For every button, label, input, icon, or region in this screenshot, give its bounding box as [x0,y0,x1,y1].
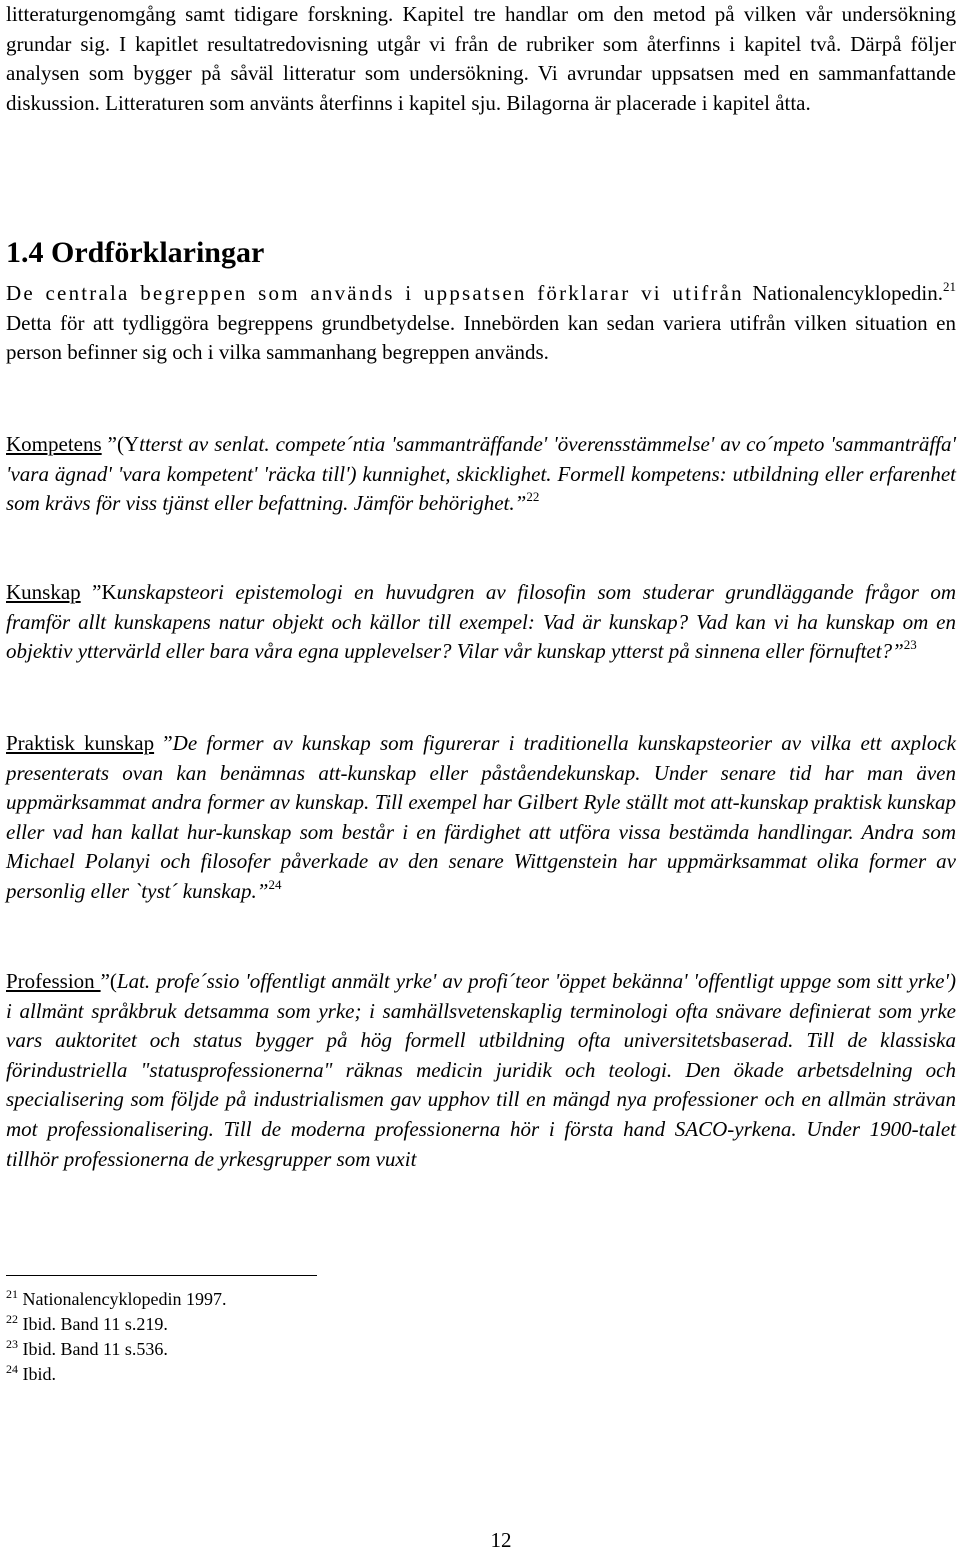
footnote-number: 24 [6,1362,18,1376]
footnote-text: Ibid. Band 11 s.219. [18,1314,168,1334]
footnote-number: 23 [6,1337,18,1351]
definition-lead: ”( [100,969,117,993]
page-number: 12 [490,1528,512,1552]
section-intro-rest: Detta för att tydliggöra begreppens grundbetydelse. Innebörden kan sedan variera utifrån vilken situation en person befinner sig och i vilka sammanhang begreppen används. [6,310,956,365]
footnote-number: 21 [6,1287,18,1301]
definition-kompetens [6,430,956,519]
definition-body: unskapsteori epistemologi en huvudgren av filosofin som studerar grundläggande frågor om framför allt kunskapens natur objekt och källor till exempel: Vad är kunskap? Vad kan vi ha kunskap om en objektiv yttervärld eller bara våra egna upplevelser? Vilar vår kunskap ytterst på sinnena eller förnuftet?” [6,580,956,664]
definition-lead: ”(Y [101,432,140,456]
footnote-21 [6,1287,226,1312]
definition-body: De former av kunskap som figurerar i traditionella kunskapsteorier av vilka ett axplock presenterats ovan kan benämnas att-kunskap eller påståendekunskap. Under senare tid har man även uppmärksammat andra former av kunskap. Till exempel har Gilbert Ryle ställt mot att-kunskap praktisk kunskap eller vad han kallat hur-kunskap som består i en färdighet att utföra vissa bestämda handlingar. Andra som Michael Polanyi och filosofer påverkade av den senare Wittgenstein har uppmärksammat olika former av personlig eller `tyst´ kunskap.” [6,731,956,903]
definition-lead: ” [154,731,173,755]
definition-term: Praktisk kunskap [6,731,155,755]
footnote-23 [6,1337,226,1362]
section-intro-paragraph [6,279,956,368]
footnote-text: Ibid. [18,1364,56,1384]
footnotes [6,1287,226,1387]
footnote-ref-23[interactable]: 23 [903,637,917,653]
definition-term: Kompetens [6,432,102,456]
footnote-22 [6,1312,226,1337]
footnote-number: 22 [6,1312,18,1326]
definition-kunskap [6,578,956,667]
section-heading: 1.4 Ordförklaringar [6,236,265,269]
footnote-ref-22[interactable]: 22 [526,489,540,505]
definition-lead: ”K [80,580,117,604]
definition-body: Lat. profe´ssio 'offentligt anmält yrke' av profi´teor 'öppet bekänna' 'offentligt uppge som sitt yrke') i allmänt språkbruk detsamma som yrke; i samhällsvetenskaplig terminologi ofta snävare definierat som yrke vars auktoritet och status bygger på hög formell utbildning ofta universitetsbaserad. Till de klassiska förindustriella "statusprofessionerna" räknas medicin juridik och teologi. Den ökade arbetsdelning och specialisering som följde på industrialismen gav upphov till en mängd nya professioner och en allmän strävan mot professionalisering. Till de moderna professionerna hör i första hand SACO-yrkena. Under 1900-talet tillhör professionerna de yrkesgrupper som vuxit [6,969,956,1171]
footnote-24 [6,1362,226,1387]
section-intro-source: Nationalencyklopedin. [752,281,944,305]
definition-praktisk-kunskap [6,729,956,907]
footnote-text: Nationalencyklopedin 1997. [18,1289,227,1309]
intro-paragraph: litteraturgenomgång samt tidigare forskning. Kapitel tre handlar om den metod på vilken vår undersökning grundar sig. I kapitlet resultatredovisning utgår vi från de rubriker som återfinns i kapitel två. Därpå följer analysen som bygger på såväl litteratur som undersökning. Vi avrundar uppsatsen med en sammanfattande diskussion. Litteraturen som använts återfinns i kapitel sju. Bilagorna är placerade i kapitel åtta. [6,2,956,115]
definition-term: Profession [6,969,101,993]
definition-term: Kunskap [6,580,81,604]
footnote-ref-21[interactable]: 21 [943,279,957,294]
definition-body: tterst av senlat. compete´ntia 'sammanträffande' 'överensstämmelse' av co´mpeto 'sammanträffa' 'vara ägnad' 'vara kompetent' 'räcka till') kunnighet, skicklighet. Formell kompetens: utbildning eller erfarenhet som krävs för viss tjänst eller befattning. Jämför behörighet.” [6,432,957,516]
footnote-text: Ibid. Band 11 s.536. [18,1339,168,1359]
section-intro-line1: De centrala begreppen som används i uppsatsen förklarar vi utifrån [6,281,744,305]
footnote-ref-24[interactable]: 24 [268,876,282,892]
definition-profession [6,967,956,1174]
footnote-divider [6,1275,317,1276]
